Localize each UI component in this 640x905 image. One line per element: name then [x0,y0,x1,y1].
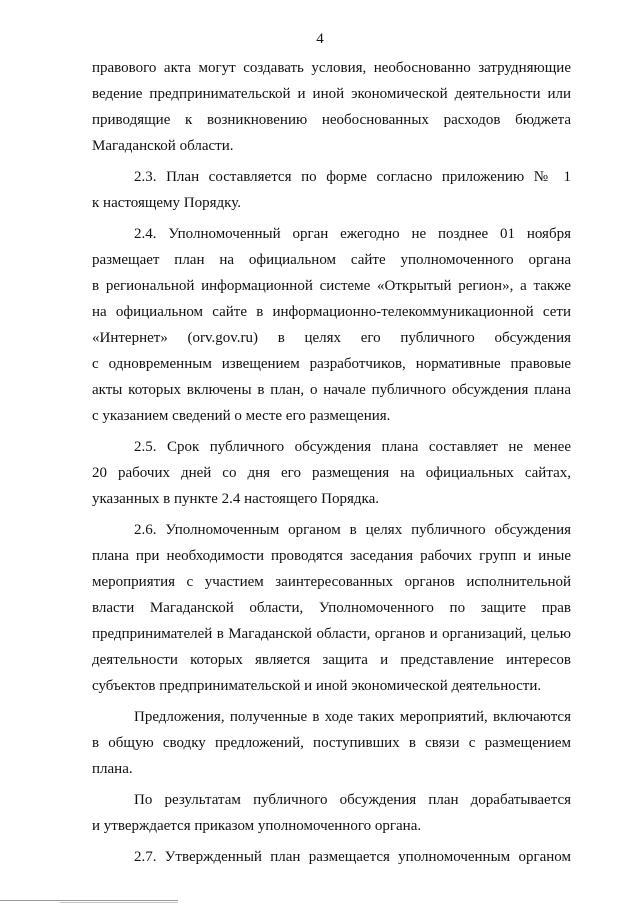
paragraph-2-6 [92,517,571,699]
text-line: предпринимателей в Магаданской области, органов и организаций, целью [92,626,571,642]
text-line: приводящие к возникновению необоснованных расходов бюджета [92,112,571,128]
text-line: и утверждается приказом уполномоченного органа. [92,818,422,834]
text-line: 2.7. Утвержденный план размещается уполномоченным органом [134,849,571,865]
scan-edge-line [0,900,178,901]
text-line: По результатам публичного обсуждения план дорабатывается [134,792,571,808]
text-line: в региональной информационной системе «Открытый регион», а также [92,278,571,294]
text-line: Магаданской области. [92,138,234,154]
text-line: указанных в пункте 2.4 настоящего Порядка. [92,491,380,507]
text-line: с одновременным извещением разработчиков, нормативные правовые [92,356,571,372]
text-line: плана. [92,761,133,777]
text-line: власти Магаданской области, Уполномоченного по защите прав [92,600,571,616]
text-line: 2.5. Срок публичного обсуждения плана составляет не менее [134,439,571,455]
text-line: размещает план на официальном сайте уполномоченного органа [92,252,571,268]
text-line: акты которых включены в план, о начале публичного обсуждения плана [92,382,571,398]
text-line: 2.4. Уполномоченный орган ежегодно не позднее 01 ноября [134,226,571,242]
text-line: с указанием сведений о месте его размещения. [92,408,391,424]
text-line: 2.3. План составляется по форме согласно приложению № 1 [134,169,571,185]
text-line: плана при необходимости проводятся заседания рабочих групп и иные [92,548,571,564]
paragraph-2-4 [92,221,571,429]
text-line: ведение предпринимательской и иной экономической деятельности или [92,86,571,102]
text-line: деятельности которых является защита и представление интересов [92,652,571,668]
paragraph-continuation [92,55,571,159]
text-line: «Интернет» (orv.gov.ru) в целях его публичного обсуждения [92,330,571,346]
text-line: к настоящему Порядку. [92,195,241,211]
text-line: Предложения, полученные в ходе таких мероприятий, включаются [134,709,571,725]
text-line: мероприятия с участием заинтересованных органов исполнительной [92,574,571,590]
paragraph-results [92,787,571,839]
text-line: 2.6. Уполномоченным органом в целях публичного обсуждения [134,522,571,538]
page-number: 4 [316,31,324,47]
paragraph-2-5 [92,434,571,512]
text-line: 20 рабочих дней со дня его размещения на официальных сайтах, [92,465,571,481]
text-line: субъектов предпринимательской и иной экономической деятельности. [92,678,542,694]
document-body [92,55,571,875]
text-line: на официальном сайте в информационно-телекоммуникационной сети [92,304,571,320]
text-line: правового акта могут создавать условия, необоснованно затрудняющие [92,60,571,76]
text-line: в общую сводку предложений, поступивших в связи с размещением [92,735,571,751]
paragraph-2-7 [92,844,571,870]
scan-edge-line [60,902,178,903]
paragraph-2-3 [92,164,571,216]
paragraph-proposals [92,704,571,782]
